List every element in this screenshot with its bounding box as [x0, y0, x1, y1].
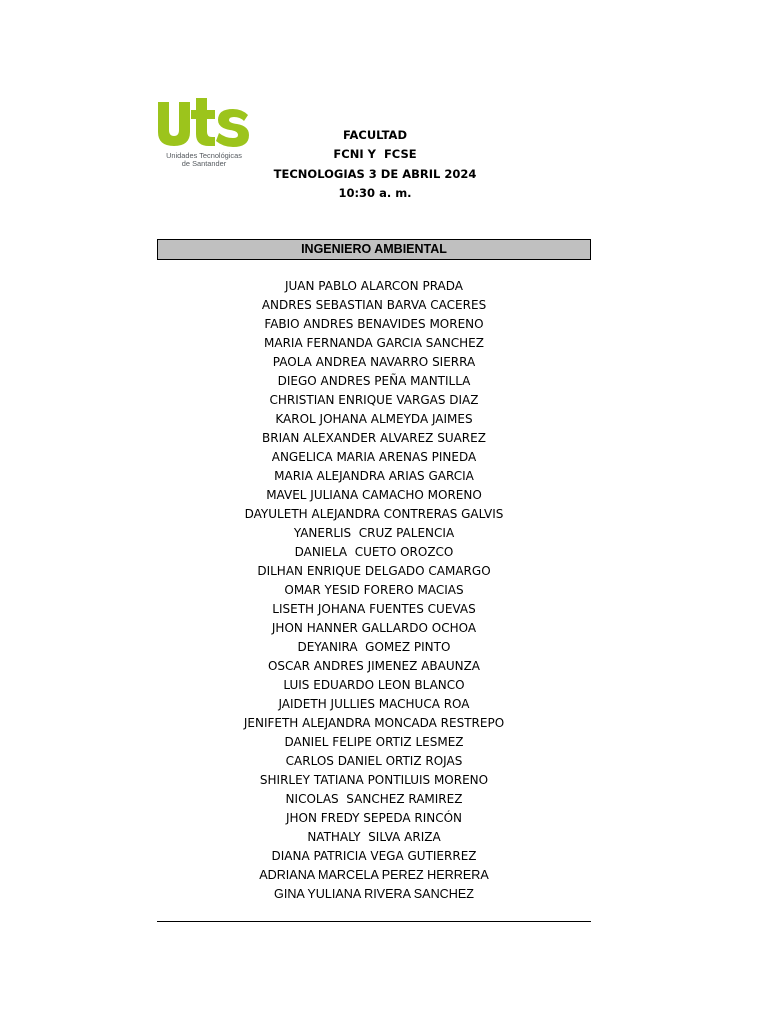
list-item: DIEGO ANDRES PEÑA MANTILLA [277, 374, 471, 388]
list-item: FABIO ANDRES BENAVIDES MORENO [264, 317, 484, 331]
list-item: PAOLA ANDREA NAVARRO SIERRA [272, 355, 476, 369]
graduates-list [157, 277, 591, 904]
list-item: YANERLIS CRUZ PALENCIA [293, 526, 455, 540]
list-item: MARIA ALEJANDRA ARIAS GARCIA [274, 469, 474, 483]
list-item: DANIELA CUETO OROZCO [294, 545, 454, 559]
list-item: NATHALY SILVA ARIZA [307, 830, 441, 844]
list-item: MAVEL JULIANA CAMACHO MORENO [266, 488, 482, 502]
logo-caption-line2: de Santander [181, 159, 227, 168]
list-item: DEYANIRA GOMEZ PINTO [297, 640, 451, 654]
list-item: JUAN PABLO ALARCON PRADA [284, 279, 464, 293]
list-item: JAIDETH JULLIES MACHUCA ROA [278, 697, 470, 711]
list-item: DANIEL FELIPE ORTIZ LESMEZ [284, 735, 464, 749]
list-item: DILHAN ENRIQUE DELGADO CAMARGO [257, 564, 491, 578]
document-header [260, 126, 490, 204]
list-item: JENIFETH ALEJANDRA MONCADA RESTREPO [243, 716, 505, 730]
list-item: ADRIANA MARCELA PEREZ HERRERA [259, 868, 489, 882]
list-item: LUIS EDUARDO LEON BLANCO [283, 678, 465, 692]
list-item: SHIRLEY TATIANA PONTILUIS MORENO [259, 773, 489, 787]
list-item: LISETH JOHANA FUENTES CUEVAS [272, 602, 476, 616]
header-program-date: TECNOLOGIAS 3 DE ABRIL 2024 [273, 166, 477, 181]
list-item: OMAR YESID FORERO MACIAS [284, 583, 464, 597]
list-item: DIANA PATRICIA VEGA GUTIERREZ [271, 849, 477, 863]
section-title-box [157, 239, 591, 260]
list-item: DAYULETH ALEJANDRA CONTRERAS GALVIS [244, 507, 504, 521]
uts-logo-mark [157, 98, 251, 152]
list-item: JHON HANNER GALLARDO OCHOA [271, 621, 477, 635]
bottom-divider [157, 921, 591, 922]
list-item: OSCAR ANDRES JIMENEZ ABAUNZA [267, 659, 481, 673]
header-time: 10:30 a. m. [338, 186, 412, 201]
list-item: MARIA FERNANDA GARCIA SANCHEZ [264, 336, 484, 350]
list-item: JHON FREDY SEPEDA RINCÓN [285, 811, 463, 825]
list-item: BRIAN ALEXANDER ALVAREZ SUAREZ [262, 431, 486, 445]
section-title: INGENIERO AMBIENTAL [301, 242, 447, 256]
logo-caption [157, 152, 251, 168]
list-item: NICOLAS SANCHEZ RAMIREZ [285, 792, 463, 806]
uts-logo [157, 98, 251, 172]
list-item: CHRISTIAN ENRIQUE VARGAS DIAZ [269, 393, 479, 407]
list-item: KAROL JOHANA ALMEYDA JAIMES [275, 412, 473, 426]
logo-caption-line1: Unidades Tecnológicas [166, 151, 242, 160]
list-item: GINA YULIANA RIVERA SANCHEZ [274, 887, 474, 901]
header-faculty-label: FACULTAD [342, 128, 408, 142]
list-item: CARLOS DANIEL ORTIZ ROJAS [285, 754, 463, 768]
list-item: ANGELICA MARIA ARENAS PINEDA [271, 450, 477, 464]
header-faculties: FCNI Y FCSE [333, 147, 417, 162]
list-item: ANDRES SEBASTIAN BARVA CACERES [261, 298, 487, 312]
